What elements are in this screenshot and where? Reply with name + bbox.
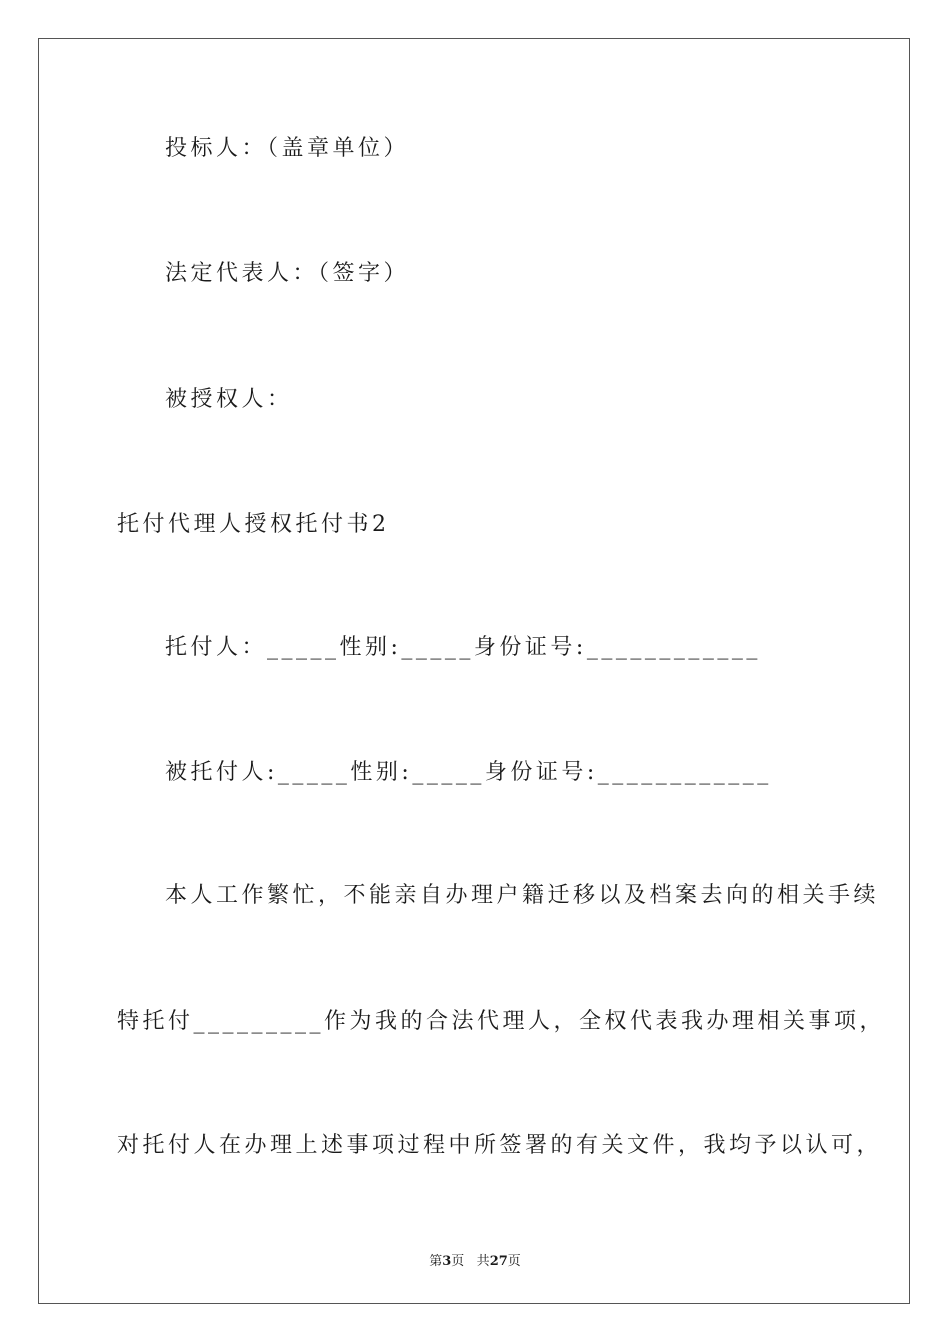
paragraph-line-2: 特托付_________作为我的合法代理人，全权代表我办理相关事项，: [117, 1009, 886, 1034]
footer-total-number: 27: [489, 1254, 508, 1269]
footer-total-suffix: 页: [507, 1254, 521, 1269]
entrustee-line: 被托付人:_____性别:_____身份证号:____________: [165, 760, 772, 785]
footer-page-suffix: 页: [451, 1254, 465, 1269]
footer-total-prefix: 共: [476, 1254, 490, 1269]
page-footer: [0, 1250, 950, 1269]
footer-page-prefix: 第: [429, 1254, 443, 1269]
footer-page-number: 3: [442, 1254, 452, 1269]
entruster-line: 托付人：_____性别:_____身份证号:____________: [165, 635, 761, 660]
legal-rep-line: 法定代表人：（签字）: [165, 261, 410, 286]
section-heading: 托付代理人授权托付书2: [117, 512, 390, 537]
authorized-person-line: 被授权人：: [165, 387, 293, 412]
paragraph-line-1: 本人工作繁忙，不能亲自办理户籍迁移以及档案去向的相关手续: [165, 883, 880, 908]
page-frame: [38, 38, 910, 1304]
paragraph-line-3: 对托付人在办理上述事项过程中所签署的有关文件，我均予以认可，: [117, 1133, 883, 1158]
bidder-line: 投标人：（盖章单位）: [165, 136, 410, 161]
